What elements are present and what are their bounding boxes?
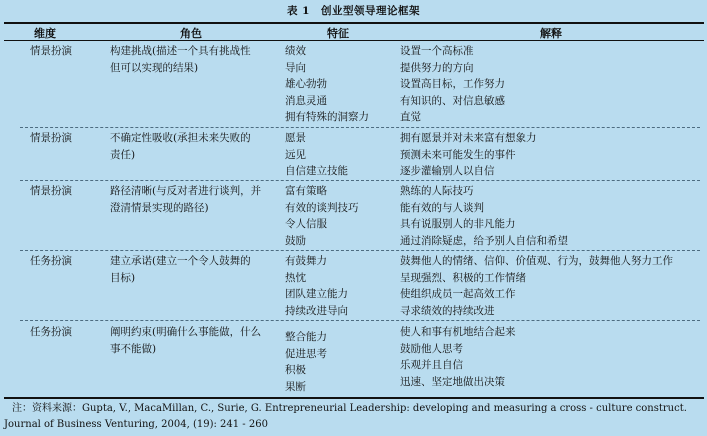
explanation-item: 使组织成员一起高效工作: [400, 288, 516, 300]
role-line: 目标): [110, 272, 136, 284]
feature-item: 自信建立技能: [285, 165, 348, 177]
feature-item: 有效的谈判技巧: [285, 201, 359, 214]
explanation-item: 有知识的、对信息敏感: [400, 94, 505, 107]
header-rule: [4, 40, 704, 41]
feature-item: 绩效: [285, 45, 306, 57]
feature-item: 热忱: [285, 271, 306, 284]
role-line: 构建挑战(描述一个具有挑战性: [110, 45, 251, 57]
header-feature: 特征: [327, 27, 349, 40]
explanation-item: 设置一个高标准: [400, 45, 474, 57]
role-line: 阐明约束(明确什么事能做，什么: [110, 326, 262, 338]
feature-item: 鼓励: [285, 234, 306, 247]
role-line: 路径清晰(与反对者进行谈判，并: [110, 185, 262, 197]
dimension-cell: 情景扮演: [30, 132, 72, 144]
explanation-item: 设置高目标，工作努力: [400, 78, 505, 90]
explanation-item: 鼓励他人思考: [400, 342, 463, 355]
explanation-item: 预测未来可能发生的事件: [400, 148, 516, 161]
feature-item: 促进思考: [285, 347, 327, 360]
explanation-item: 逐步灌输别人以自信: [400, 165, 495, 177]
feature-item: 消息灵通: [285, 94, 327, 107]
explanation-item: 提供努力的方向: [400, 61, 474, 74]
row-divider: [20, 320, 700, 321]
explanation-cell: [400, 130, 700, 180]
explanation-item: 乐观并且自信: [400, 359, 463, 371]
explanation-item: 具有说服别人的非凡能力: [400, 218, 516, 230]
role-line: 不确定性吸收(承担未来失败的: [110, 132, 251, 144]
role-line: 事不能做): [110, 343, 157, 355]
row-divider: [20, 180, 700, 181]
role-cell: [110, 130, 282, 164]
dimension-cell: 情景扮演: [30, 185, 72, 197]
dimension-cell: 情景扮演: [30, 45, 72, 57]
explanation-item: 迅速、坚定地做出决策: [400, 375, 505, 388]
dimension-cell: 任务扮演: [30, 255, 72, 267]
explanation-item: 熟练的人际技巧: [400, 185, 474, 197]
role-line: 责任): [110, 149, 136, 161]
feature-item: 果断: [285, 380, 306, 393]
feature-item: 持续改进导向: [285, 304, 348, 317]
explanation-cell: [400, 183, 700, 249]
row-divider: [20, 250, 700, 251]
explanation-item: 鼓舞他人的情绪、信仰、价值观、行为，鼓舞他人努力工作: [400, 255, 673, 267]
role-cell: [110, 324, 282, 358]
header-dimension: 维度: [34, 27, 56, 40]
feature-item: 积极: [285, 364, 306, 376]
explanation-item: 使人和事有机地结合起来: [400, 326, 516, 338]
role-line: 澄清情景实现的路径): [110, 202, 209, 214]
feature-item: 导向: [285, 61, 306, 74]
explanation-item: 能有效的与人谈判: [400, 201, 484, 214]
feature-cell: [285, 253, 397, 319]
feature-item: 有鼓舞力: [285, 255, 327, 267]
feature-item: 团队建立能力: [285, 288, 348, 300]
header-role: 角色: [180, 27, 202, 40]
role-line: 但可以实现的结果): [110, 62, 199, 74]
explanation-item: 寻求绩效的持续改进: [400, 304, 495, 317]
feature-item: 拥有特殊的洞察力: [285, 111, 369, 123]
explanation-cell: [400, 43, 700, 126]
explanation-item: 通过消除疑虑，给予别人自信和希望: [400, 234, 568, 247]
table-title: 表 1 创业型领导理论框架: [287, 5, 420, 17]
feature-item: 富有策略: [285, 185, 327, 197]
header-explanation: 解释: [540, 27, 562, 40]
feature-cell: [285, 130, 397, 180]
explanation-item: 呈现强烈、积极的工作情绪: [400, 271, 526, 284]
explanation-cell: [400, 324, 700, 390]
feature-item: 令人信服: [285, 218, 327, 230]
bottom-rule: [4, 397, 704, 399]
explanation-item: 直觉: [400, 111, 421, 123]
source-note: 注：资料来源：Gupta, V., MacaMillan, C., Surie, G. Entrepreneurial Leadership: developing and measuring a cross - culture construct. Journal of Business Venturing, 2004, (19): 241 - 260: [4, 403, 687, 430]
role-line: 建立承诺(建立一个令人鼓舞的: [110, 255, 251, 267]
feature-item: 雄心勃勃: [285, 78, 327, 90]
role-cell: [110, 253, 282, 287]
dimension-cell: 任务扮演: [30, 326, 72, 338]
feature-cell: [285, 43, 397, 126]
row-divider: [20, 127, 700, 128]
explanation-item: 拥有愿景并对未来富有想象力: [400, 132, 537, 144]
role-cell: [110, 183, 282, 217]
feature-item: 远见: [285, 148, 306, 161]
feature-cell: [285, 329, 397, 395]
feature-cell: [285, 183, 397, 249]
feature-item: 愿景: [285, 132, 306, 144]
role-cell: [110, 43, 282, 77]
feature-item: 整合能力: [285, 331, 327, 343]
top-rule: [4, 22, 704, 24]
explanation-cell: [400, 253, 700, 319]
